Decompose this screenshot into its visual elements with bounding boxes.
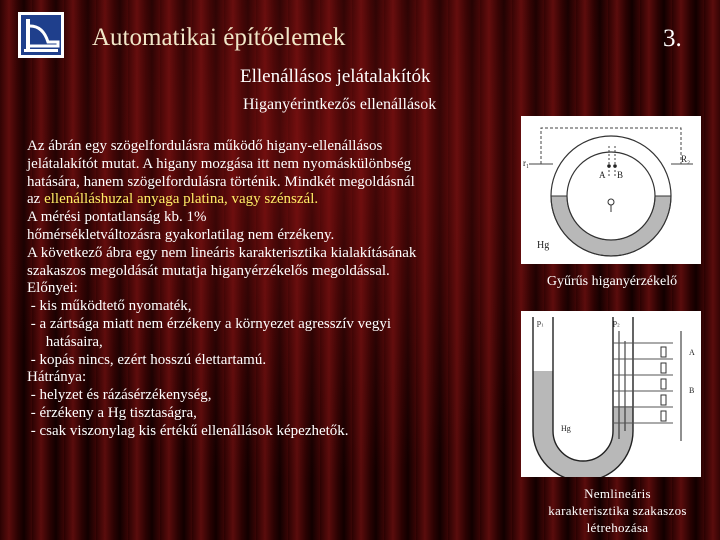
caption-line: karakterisztika szakaszos	[548, 503, 687, 518]
label-hg: Hg	[561, 424, 571, 433]
body-line: hőmérsékletváltozásra gyakorlatilag nem érzékeny.	[27, 226, 335, 243]
body-line: - kopás nincs, ezért hosszú élettartamú.	[27, 351, 267, 368]
label-hg: Hg	[537, 240, 550, 251]
disadvantages-heading: Hátránya:	[27, 369, 87, 386]
figure2-caption	[515, 485, 720, 536]
body-line: - csak viszonylag kis értékű ellenállások képezhetők.	[27, 422, 349, 439]
ring-sensor-figure	[521, 116, 701, 264]
body-line: - kis működtető nyomaték,	[27, 298, 192, 315]
body-line	[27, 191, 507, 209]
body-line: - a zártsága miatt nem érzékeny a környezet agresszív vegyi	[27, 315, 391, 332]
label-p1: p₁	[537, 318, 544, 327]
bridge-logo-icon	[18, 12, 64, 58]
u-tube-figure	[521, 311, 701, 477]
body-line: - helyzet és rázásérzékenység,	[27, 387, 212, 404]
body-line-prefix: az	[27, 191, 45, 208]
advantages-heading: Előnyei:	[27, 280, 78, 297]
section-subtitle: Ellenállásos jelátalakítók	[240, 66, 431, 87]
body-line: hatásaira,	[27, 333, 103, 350]
label-p2: p₂	[613, 318, 620, 327]
body-line: A mérési pontatlanság kb. 1%	[27, 209, 207, 226]
label-a: A	[599, 170, 606, 180]
body-line: szakaszos megoldását mutatja higanyérzékelős megoldással.	[27, 262, 390, 279]
label-r2: R₂	[681, 154, 691, 164]
label-a: A	[689, 348, 695, 357]
body-text	[27, 138, 507, 441]
body-line: hatására, hanem szögelfordulásra történik. Mindkét megoldásnál	[27, 173, 415, 190]
slide-title: Automatikai építőelemek	[92, 24, 346, 51]
topic-subtitle: Higanyérintkezős ellenállások	[243, 96, 437, 113]
label-r1: r₁	[523, 158, 530, 168]
body-line: Az ábrán egy szögelfordulásra működő higany-ellenállásos	[27, 138, 383, 154]
caption-line: Nemlineáris	[584, 486, 651, 501]
body-line: jelátalakítót mutat. A higany mozgása itt nem nyomáskülönbség	[27, 155, 412, 172]
label-b: B	[617, 170, 624, 180]
label-b: B	[689, 386, 695, 395]
slide-number: 3.	[663, 25, 682, 52]
body-line: A következő ábra egy nem lineáris karakterisztika kialakításának	[27, 244, 417, 261]
figure1-caption: Gyűrűs higanyérzékelő	[546, 274, 678, 289]
highlighted-text: ellenálláshuzal anyaga platina, vagy szénszál.	[44, 191, 319, 208]
caption-line: létrehozása	[586, 520, 649, 535]
body-line: - érzékeny a Hg tisztaságra,	[27, 404, 197, 421]
